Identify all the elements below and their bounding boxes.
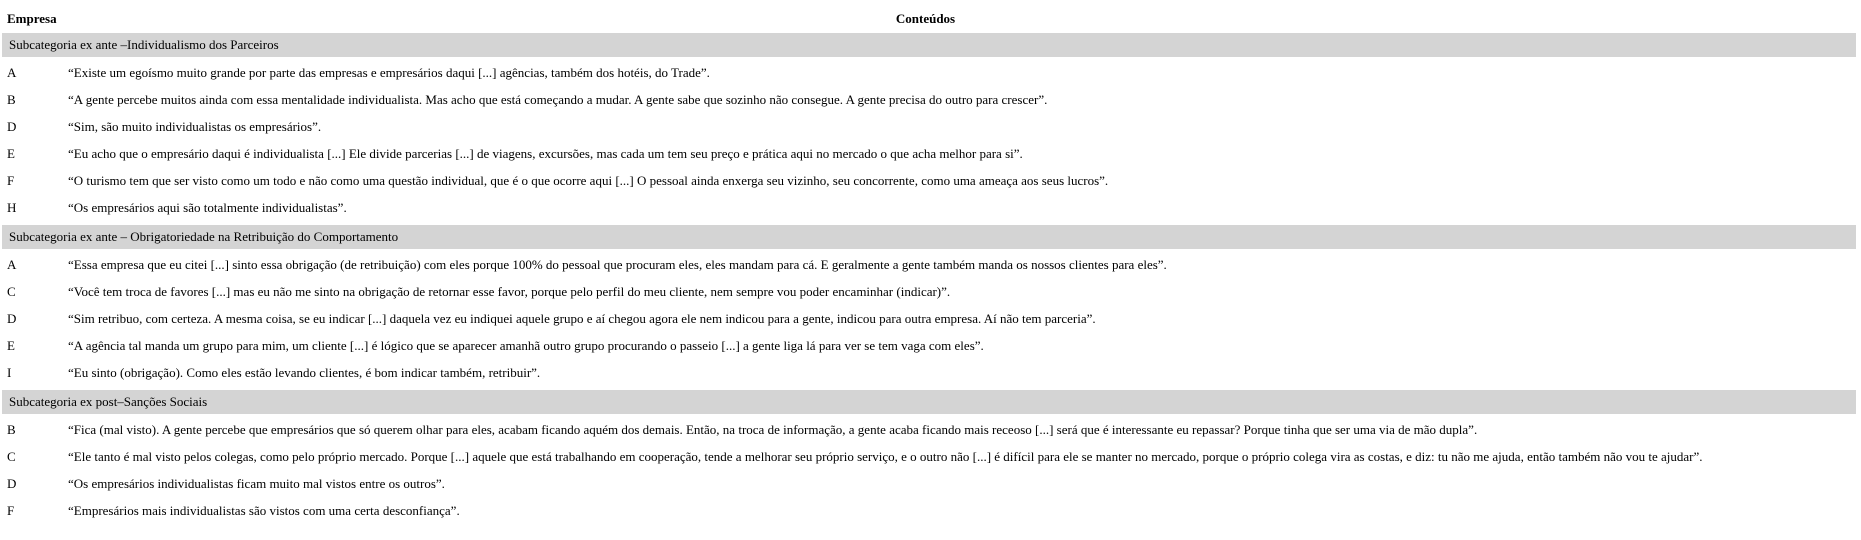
quote-text: “Ele tanto é mal visto pelos colegas, como pelo próprio mercado. Porque [...] aquele que está trabalhando em cooperação, tende a melhorar seu próprio serviço, e o outro não [...] é difícil para ele se manter no mercado, porque o próprio colega vira as costas, e diz: tu não me ajuda, então também não vou te ajudar”. xyxy=(68,448,1703,464)
quote-text: “A agência tal manda um grupo para mim, um cliente [...] é lógico que se aparecer amanhã outro grupo procurando o passeio [...] a gente liga lá para ver se tem vaga com eles”. xyxy=(68,337,984,353)
table-row xyxy=(0,140,1861,167)
company-code: B xyxy=(7,421,16,437)
company-code: B xyxy=(7,91,16,107)
company-code: A xyxy=(7,256,17,272)
quote-text: “O turismo tem que ser visto como um todo e não como uma questão individual, que é o que ocorre aqui [...] O pessoal ainda enxerga seu vizinho, seu concorrente, como uma ameaça aos seus lucros”. xyxy=(68,172,1109,188)
company-code: I xyxy=(7,364,12,380)
table-row xyxy=(0,470,1861,497)
table-row xyxy=(0,332,1861,359)
company-code: C xyxy=(7,448,16,464)
quote-text: “Fica (mal visto). A gente percebe que empresários que só querem olhar para eles, acabam ficando aquém dos demais. Então, na troca de informação, a gente acaba ficando mais receoso [...] será que é interessante eu repassar? Porque tinha que ser uma via de mão dupla”. xyxy=(68,421,1478,437)
company-code: E xyxy=(7,337,15,353)
quote-text: “Os empresários aqui são totalmente individualistas”. xyxy=(68,199,347,215)
quote-text: “Os empresários individualistas ficam muito mal vistos entre os outros”. xyxy=(68,475,445,491)
table-row xyxy=(0,113,1861,140)
company-code: D xyxy=(7,310,17,326)
quote-text: “A gente percebe muitos ainda com essa mentalidade individualista. Mas acho que está começando a mudar. A gente sabe que sozinho não consegue. A gente precisa do outro para crescer”. xyxy=(68,91,1048,107)
company-code: F xyxy=(7,172,15,188)
company-code: D xyxy=(7,475,17,491)
table-row xyxy=(0,86,1861,113)
company-code: F xyxy=(7,502,15,518)
quote-text: “Eu acho que o empresário daqui é individualista [...] Ele divide parcerias [...] de viagens, excursões, mas cada um tem seu preço e prática aqui no mercado o que acha melhor para si”. xyxy=(68,145,1023,161)
table-row xyxy=(0,194,1861,221)
quote-text: “Existe um egoísmo muito grande por parte das empresas e empresários daqui [...] agências, também dos hotéis, do Trade”. xyxy=(68,64,710,80)
company-code: E xyxy=(7,145,15,161)
company-code: D xyxy=(7,118,17,134)
quote-text: “Sim, são muito individualistas os empresários”. xyxy=(68,118,322,134)
quote-text: “Essa empresa que eu citei [...] sinto essa obrigação (de retribuição) com eles porque 100% do pessoal que procuram eles, eles mandam para cá. E geralmente a gente também manda os nossos clientes para eles”. xyxy=(68,256,1167,272)
quote-text: “Eu sinto (obrigação). Como eles estão levando clientes, é bom indicar também, retribuir”. xyxy=(68,364,541,380)
table-row xyxy=(0,167,1861,194)
quote-text: “Empresários mais individualistas são vistos com uma certa desconfiança”. xyxy=(68,502,460,518)
quote-text: “Você tem troca de favores [...] mas eu não me sinto na obrigação de retornar esse favor, porque pelo perfil do meu cliente, nem sempre vou poder encaminhar (indicar)”. xyxy=(68,283,951,299)
table-row xyxy=(0,251,1861,278)
table-row xyxy=(0,416,1861,443)
company-code: H xyxy=(7,199,17,215)
header-conteudos: Conteúdos xyxy=(895,10,956,26)
quote-text: “Sim retribuo, com certeza. A mesma coisa, se eu indicar [...] daquela vez eu indiquei aquele grupo e aí chegou agora ele nem indicou para a gente, indicou para outra empresa. Aí não tem parceria”. xyxy=(68,310,1096,326)
table-row xyxy=(0,497,1861,524)
table-row xyxy=(0,359,1861,386)
table-row xyxy=(0,59,1861,86)
subcategory-heading: Subcategoria ex ante –Individualismo dos Parceiros xyxy=(2,33,1856,57)
company-code: A xyxy=(7,64,17,80)
table-header xyxy=(0,8,1861,29)
company-code: C xyxy=(7,283,16,299)
table-row xyxy=(0,278,1861,305)
header-empresa: Empresa xyxy=(7,10,57,26)
subcategory-heading: Subcategoria ex ante – Obrigatoriedade na Retribuição do Comportamento xyxy=(2,225,1856,249)
table-row xyxy=(0,305,1861,332)
subcategory-heading: Subcategoria ex post–Sanções Sociais xyxy=(2,390,1856,414)
table-row xyxy=(0,443,1861,470)
